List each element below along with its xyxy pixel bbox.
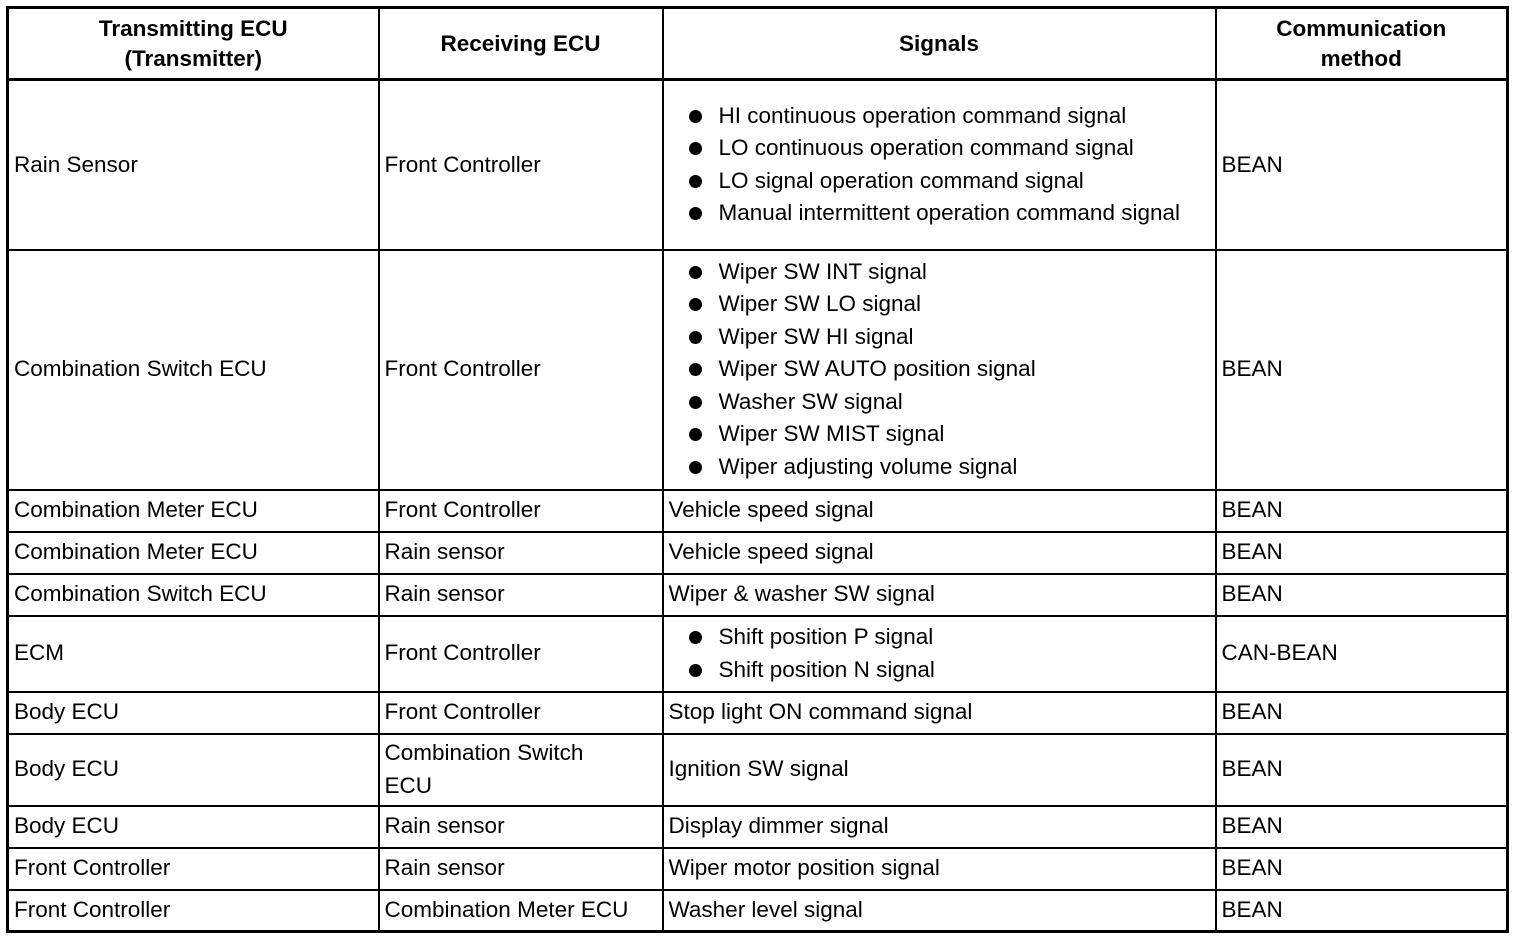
signals-cell: Washer level signal — [663, 890, 1216, 932]
transmitter-cell: Rain Sensor — [8, 80, 379, 250]
receiver-text: Combination Meter ECU — [384, 897, 629, 922]
signal-text: Wiper SW LO signal — [718, 291, 922, 317]
receiver-text: Rain sensor — [384, 855, 505, 881]
transmitter-cell: Combination Meter ECU — [8, 490, 379, 532]
transmitter-cell: ECM — [8, 616, 379, 692]
signals-cell: Display dimmer signal — [663, 806, 1216, 848]
receiver-cell — [379, 890, 663, 932]
bullet-icon — [689, 631, 702, 644]
receiver-cell — [379, 80, 663, 250]
bullet-icon — [689, 266, 702, 279]
bullet-icon — [689, 461, 702, 474]
table-row — [8, 490, 1508, 532]
header-text: method — [1320, 45, 1402, 71]
receiver-cell — [379, 250, 663, 490]
table-row — [8, 250, 1508, 490]
communication-method-cell: BEAN — [1216, 490, 1508, 532]
table-row — [8, 890, 1508, 932]
signals-cell: Ignition SW signal — [663, 734, 1216, 806]
communication-method-cell: BEAN — [1216, 734, 1508, 806]
communication-table — [6, 6, 1509, 933]
table-row — [8, 532, 1508, 574]
signals-cell: Stop light ON command signal — [663, 692, 1216, 734]
communication-method-cell: BEAN — [1216, 574, 1508, 616]
signal-text: Washer SW signal — [718, 388, 903, 414]
transmitter-cell: Body ECU — [8, 806, 379, 848]
signals-cell — [663, 80, 1216, 250]
receiver-text: Front Controller — [384, 640, 541, 666]
bullet-icon — [689, 175, 702, 188]
receiver-text: Rain sensor — [384, 581, 505, 607]
communication-method-cell: CAN-BEAN — [1216, 616, 1508, 692]
signal-text: LO signal operation command signal — [718, 167, 1084, 193]
communication-method-cell: BEAN — [1216, 890, 1508, 932]
signal-list-item — [689, 386, 1215, 419]
signal-list — [669, 256, 1215, 484]
signal-list — [669, 621, 1215, 686]
header-text: Communication — [1276, 15, 1447, 41]
table-row — [8, 692, 1508, 734]
signal-list-item — [689, 197, 1215, 230]
table-row — [8, 848, 1508, 890]
signals-cell — [663, 250, 1216, 490]
receiver-cell — [379, 616, 663, 692]
table-row — [8, 734, 1508, 806]
header-communication-method — [1216, 8, 1508, 80]
signals-cell: Wiper motor position signal — [663, 848, 1216, 890]
bullet-icon — [689, 428, 702, 441]
receiver-cell — [379, 532, 663, 574]
signal-list-item — [689, 451, 1215, 484]
header-signals — [663, 8, 1216, 80]
bullet-icon — [689, 664, 702, 677]
table-row — [8, 806, 1508, 848]
header-transmitting-ecu — [8, 8, 379, 80]
communication-method-cell: BEAN — [1216, 80, 1508, 250]
header-text: (Transmitter) — [124, 45, 263, 71]
signal-list-item — [689, 165, 1215, 198]
communication-method-cell: BEAN — [1216, 692, 1508, 734]
signal-text: Wiper SW INT signal — [718, 258, 927, 284]
header-text: Receiving ECU — [440, 30, 601, 56]
signals-cell: Vehicle speed signal — [663, 490, 1216, 532]
receiver-text: ECU — [384, 772, 433, 798]
signal-list — [669, 100, 1215, 230]
signal-text: HI continuous operation command signal — [718, 102, 1127, 128]
header-row — [8, 8, 1508, 80]
signal-list-item — [689, 256, 1215, 289]
bullet-icon — [689, 110, 702, 123]
signal-list-item — [689, 353, 1215, 386]
signals-cell: Vehicle speed signal — [663, 532, 1216, 574]
receiver-text: Front Controller — [384, 699, 541, 725]
table-row — [8, 574, 1508, 616]
table-row — [8, 616, 1508, 692]
signal-text: Wiper SW AUTO position signal — [718, 356, 1036, 382]
signals-cell: Wiper & washer SW signal — [663, 574, 1216, 616]
signal-text: LO continuous operation command signal — [718, 135, 1134, 161]
receiver-cell — [379, 734, 663, 806]
transmitter-cell: Body ECU — [8, 734, 379, 806]
transmitter-cell: Combination Switch ECU — [8, 250, 379, 490]
signal-text: Shift position N signal — [718, 656, 935, 682]
transmitter-cell: Combination Meter ECU — [8, 532, 379, 574]
signal-text: Manual intermittent operation command signal — [718, 200, 1180, 226]
receiver-text: Rain sensor — [384, 813, 505, 839]
table-row — [8, 80, 1508, 250]
bullet-icon — [689, 207, 702, 220]
signal-list-item — [689, 654, 1215, 687]
receiver-text: Front Controller — [384, 151, 541, 177]
bullet-icon — [689, 363, 702, 376]
communication-method-cell: BEAN — [1216, 848, 1508, 890]
document-page — [6, 6, 1506, 933]
signal-list-item — [689, 418, 1215, 451]
bullet-icon — [689, 142, 702, 155]
bullet-icon — [689, 396, 702, 409]
header-text: Signals — [898, 30, 980, 56]
signal-list-item — [689, 288, 1215, 321]
receiver-cell — [379, 848, 663, 890]
receiver-text: Front Controller — [384, 356, 541, 382]
communication-method-cell: BEAN — [1216, 806, 1508, 848]
receiver-cell — [379, 692, 663, 734]
receiver-cell — [379, 490, 663, 532]
signal-list-item — [689, 132, 1215, 165]
receiver-text: Rain sensor — [384, 539, 505, 565]
bullet-icon — [689, 298, 702, 311]
signals-cell — [663, 616, 1216, 692]
header-text: Transmitting ECU — [98, 15, 288, 41]
bullet-icon — [689, 331, 702, 344]
transmitter-cell: Combination Switch ECU — [8, 574, 379, 616]
signal-list-item — [689, 621, 1215, 654]
signal-text: Shift position P signal — [718, 624, 934, 649]
transmitter-cell: Front Controller — [8, 848, 379, 890]
receiver-text: Front Controller — [384, 497, 541, 523]
communication-method-cell: BEAN — [1216, 532, 1508, 574]
transmitter-cell: Body ECU — [8, 692, 379, 734]
header-receiving-ecu — [379, 8, 663, 80]
transmitter-cell: Front Controller — [8, 890, 379, 932]
receiver-text: Combination Switch — [384, 740, 584, 765]
receiver-cell — [379, 574, 663, 616]
signal-text: Wiper SW HI signal — [718, 323, 914, 349]
table-body — [8, 80, 1508, 932]
signal-text: Wiper SW MIST signal — [718, 421, 945, 447]
communication-method-cell: BEAN — [1216, 250, 1508, 490]
signal-list-item — [689, 100, 1215, 133]
receiver-cell — [379, 806, 663, 848]
signal-text: Wiper adjusting volume signal — [718, 453, 1018, 479]
signal-list-item — [689, 321, 1215, 354]
